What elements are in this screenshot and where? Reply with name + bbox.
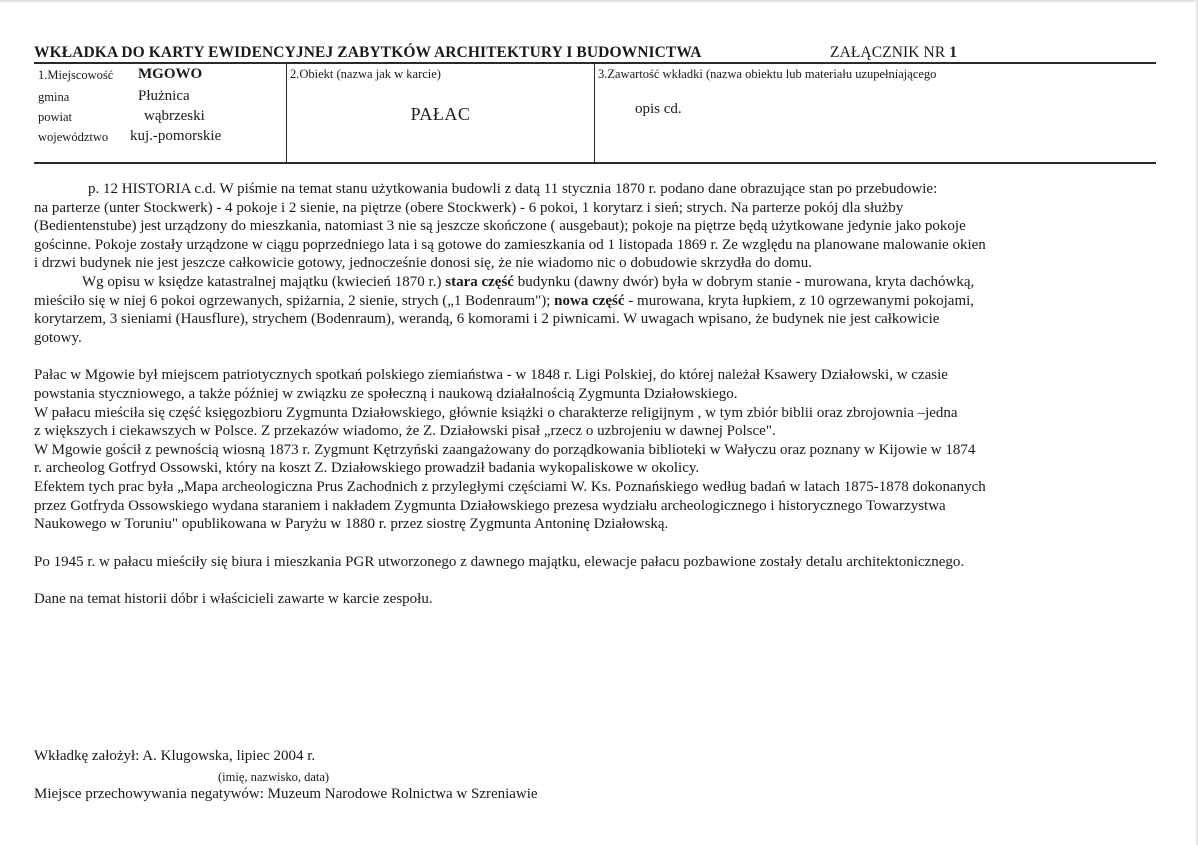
text-line: p. 12 HISTORIA c.d. W piśmie na temat stanu użytkowania budowli z datą 11 stycznia 1870 r. podano dane obrazujące stan po przebudowie:	[88, 181, 938, 197]
voivodeship-value: kuj.-pomorskie	[130, 128, 222, 144]
paragraph-gap	[34, 534, 1156, 553]
text-run: Wg opisu w księdze katastralnej majątku (kwiecień 1870 r.)	[82, 273, 446, 290]
negatives-location: Miejsce przechowywania negatywów: Muzeum Narodowe Rolnictwa w Szreniawie	[34, 786, 538, 802]
paragraph-gap	[34, 347, 1156, 366]
commune-value: Płużnica	[138, 88, 190, 104]
locality-label: 1.Miejscowość	[38, 68, 114, 82]
object-cell	[287, 64, 595, 162]
paragraph-patriotic	[34, 366, 1156, 533]
locality-value: MGOWO	[138, 66, 203, 82]
content-label: 3.Zawartość wkładki (nazwa obiektu lub materiału uzupełniającego	[598, 67, 937, 81]
annex-number: 1	[949, 44, 958, 61]
document-footer	[34, 748, 538, 802]
county-label: powiat	[38, 110, 73, 124]
text-line	[34, 273, 1156, 292]
text-run: - murowana, kryta łupkiem, z 10 ogrzewanymi pokojami,	[624, 292, 975, 309]
text-line: W Mgowie gościł z pewnością wiosną 1873 r. Zygmunt Kętrzyński zaangażowany do porządkowania biblioteki w Wałyczu oraz poznany w Kijowie w 1874	[34, 441, 976, 458]
text-line: Po 1945 r. w pałacu mieściły się biura i mieszkania PGR utworzonego z dawnego majątku, elewacje pałacu pozbawione zostały detalu architektonicznego.	[34, 553, 965, 570]
text-line: korytarzem, 3 sieniami (Hausflure), strychem (Bodenraum), werandą, 6 komorami i 2 piwnicami. W uwagach wpisano, że budynek nie jest całkowicie	[34, 311, 940, 328]
text-line: Naukowego w Toruniu" opublikowana w Paryżu w 1880 r. przez siostrę Zygmunta Antoninę Działowską.	[34, 516, 669, 533]
text-run: mieściło się w niej 6 pokoi ogrzewanych, spiżarnia, 2 sienie, strych („1 Bodenraum");	[34, 292, 555, 309]
document-header	[34, 44, 1154, 64]
text-line: (Bedientenstube) jest urządzony do mieszkania, natomiast 3 nie są jeszcze skończone ( ausgebaut); pokoje na piętrze będą użytkowane jedynie jako pokoje	[34, 218, 966, 235]
text-line: gościnne. Pokoje zostały urządzone w ciągu poprzedniego lata i są gotowe do zamieszkania od 1 listopada 1869 r. Ze względu na planowane malowanie okien	[34, 236, 986, 253]
annex-label-group	[830, 44, 957, 62]
paragraph-references	[34, 590, 1156, 609]
text-line: i drzwi budynek nie jest jeszcze całkowicie gotowy, jednocześnie donosi się, że nie wiadomo nic o dobudowie skrzydła do domu.	[34, 255, 812, 272]
text-line: Pałac w Mgowie był miejscem patriotycznych spotkań polskiego ziemiaństwa - w 1848 r. Ligi Polskiej, do której należał Ksawery Działowski, w czasie	[34, 367, 948, 384]
text-run: budynku (dawny dwór) była w dobrym stanie - murowana, kryta dachówką,	[513, 273, 975, 290]
object-value: PAŁAC	[410, 104, 471, 124]
commune-label: gmina	[38, 90, 70, 104]
paragraph-cadastre	[34, 273, 1156, 347]
text-line: Efektem tych prac była „Mapa archeologiczna Prus Zachodnich z przyległymi częściami W. Ks. Poznańskiego według badań w latach 1875-1878 dokonanych	[34, 478, 986, 495]
old-part-term: stara część	[445, 273, 514, 290]
text-line: powstania styczniowego, a także później w związku ze społeczną i naukową działalnością Zygmunta Działowskiego.	[34, 385, 738, 402]
text-line: r. archeolog Gotfryd Ossowski, który na koszt Z. Działowskiego prowadził badania wykopaliskowe w okolicy.	[34, 460, 700, 477]
text-line: na parterze (unter Stockwerk) - 4 pokoje i 2 sienie, na piętrze (obere Stockwerk) - 6 pokoi, 1 korytarz i sień; strych. Na parterze pokój dla służby	[34, 199, 904, 216]
paragraph-history	[34, 180, 1156, 273]
annex-label: ZAŁĄCZNIK NR	[830, 44, 946, 61]
voivodeship-label: województwo	[38, 130, 109, 144]
object-label: 2.Obiekt (nazwa jak w karcie)	[290, 67, 441, 81]
document-body	[34, 180, 1156, 609]
paragraph-post-1945	[34, 553, 1156, 572]
locality-row	[38, 66, 203, 83]
scan-edge-top	[0, 0, 1198, 3]
text-line: Dane na temat historii dóbr i właścicieli zawarte w karcie zespołu.	[34, 591, 433, 608]
voivodeship-row	[38, 128, 222, 145]
content-cell	[595, 64, 1156, 162]
text-line	[34, 292, 1156, 311]
form-header-table	[34, 62, 1156, 164]
content-value: opis cd.	[635, 101, 682, 117]
author-hint: (imię, nazwisko, data)	[218, 770, 330, 784]
county-row	[38, 108, 205, 125]
paragraph-gap	[34, 571, 1156, 590]
text-line: gotowy.	[34, 329, 82, 346]
new-part-term: nowa część	[554, 292, 625, 309]
text-line: z większych i ciekawszych w Polsce. Z przekazów wiadomo, że Z. Działowski pisał „rzecz o uzbrojeniu w dawnej Polsce".	[34, 423, 776, 440]
author-line: Wkładkę założył: A. Klugowska, lipiec 2004 r.	[34, 748, 316, 764]
document-title: WKŁADKA DO KARTY EWIDENCYJNEJ ZABYTKÓW ARCHITEKTURY I BUDOWNICTWA	[34, 44, 702, 61]
location-cell	[34, 64, 287, 162]
county-value: wąbrzeski	[144, 108, 205, 124]
commune-row	[38, 88, 190, 105]
text-line: W pałacu mieściła się część księgozbioru Zygmunta Działowskiego, głównie książki o charakterze religijnym , w tym zbiór biblii oraz zbrojownia –jedna	[34, 404, 958, 421]
text-line: przez Gotfryda Ossowskiego wydana staraniem i nakładem Zygmunta Działowskiego prezesa wydziału archeologicznego i historycznego Towarzystwa	[34, 497, 946, 514]
